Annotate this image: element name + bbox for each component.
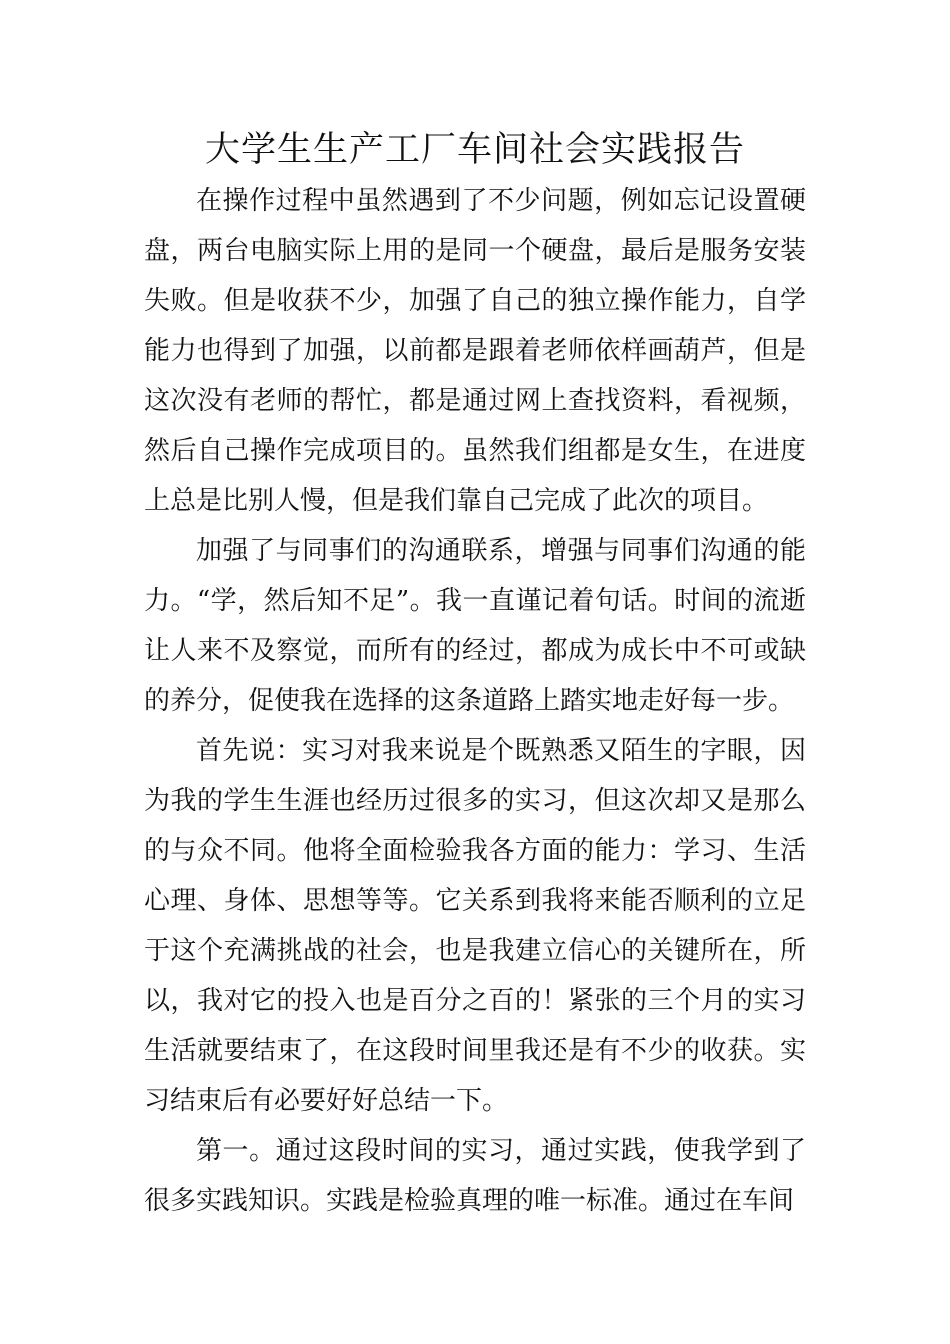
paragraph-3: 首先说：实习对我来说是个既熟悉又陌生的字眼，因为我的学生生涯也经历过很多的实习，但这次却又是那么的与众不同。他将全面检验我各方面的能力：学习、生活心理、身体、思想等等。它关系到我将来能否顺利的立足于这个充满挑战的社会，也是我建立信心的关键所在，所以，我对它的投入也是百分之百的！紧张的三个月的实习生活就要结束了，在这段时间里我还是有不少的收获。实习结束后有必要好好总结一下。: [144, 736, 806, 1116]
document-title: 大学生生产工厂车间社会实践报告: [204, 130, 745, 170]
document-body: [144, 176, 806, 1226]
paragraph-1: 在操作过程中虽然遇到了不少问题，例如忘记设置硬盘，两台电脑实际上用的是同一个硬盘，最后是服务安装失败。但是收获不少，加强了自己的独立操作能力，自学能力也得到了加强，以前都是跟着老师依样画葫芦，但是这次没有老师的帮忙，都是通过网上查找资料，看视频，然后自己操作完成项目的。虽然我们组都是女生，在进度上总是比别人慢，但是我们靠自己完成了此次的项目。: [144, 186, 806, 516]
paragraph-2: 加强了与同事们的沟通联系，增强与同事们沟通的能力。“学，然后知不足”。我一直谨记着句话。时间的流逝让人来不及察觉，而所有的经过，都成为成长中不可或缺的养分，促使我在选择的这条道路上踏实地走好每一步。: [144, 536, 806, 716]
paragraph-4: 第一。通过这段时间的实习，通过实践，使我学到了很多实践知识。实践是检验真理的唯一标准。通过在车间: [144, 1136, 806, 1216]
